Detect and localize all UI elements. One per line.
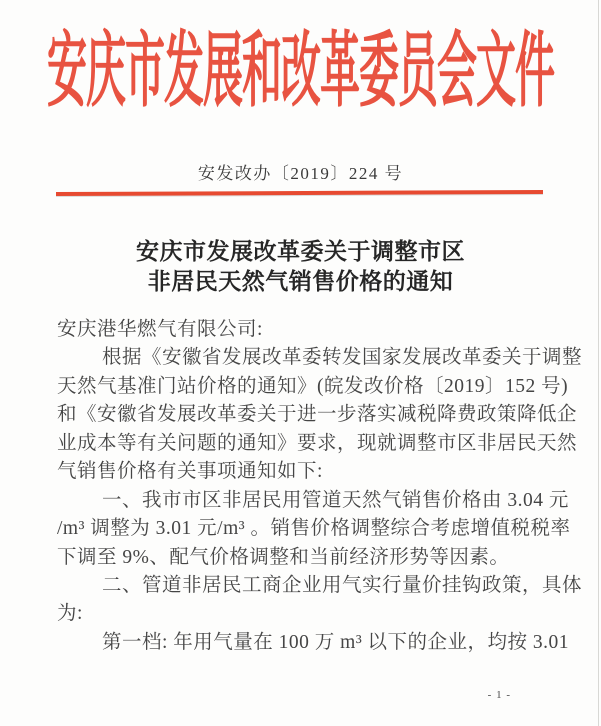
- body-line: 二、管道非居民工商企业用气实行量价挂钩政策，具体: [102, 574, 583, 596]
- document-number: 安发改办〔2019〕224 号: [197, 164, 404, 183]
- body-line: 为:: [57, 603, 83, 625]
- notice-title-line-1: 安庆市发展改革委关于调整市区: [136, 239, 465, 264]
- letterhead-title: 安庆市发展和改革委员会文件: [47, 24, 554, 118]
- body-line: 气销售价格有关事项通知如下:: [57, 461, 323, 483]
- page-number: - 1 -: [487, 689, 511, 701]
- red-separator-line: [56, 190, 543, 196]
- body-line: 一、我市市区非居民用管道天然气销售价格由 3.04 元: [102, 489, 569, 511]
- letterhead: [0, 24, 601, 118]
- body-line: 天然气基准门站价格的通知》(皖发改价格〔2019〕152 号): [57, 375, 569, 397]
- body-line: /m³ 调整为 3.01 元/m³ 。销售价格调整综合考虑增值税税率: [57, 518, 571, 540]
- document-body: [57, 316, 583, 657]
- notice-title-line-2: 非居民天然气销售价格的通知: [147, 269, 454, 294]
- body-line: 和《安徽省发展改革委关于进一步落实减税降费政策降低企: [57, 404, 578, 426]
- body-line: 第一档: 年用气量在 100 万 m³ 以下的企业，均按 3.01: [102, 631, 570, 653]
- body-line: 安庆港华燃气有限公司:: [57, 319, 263, 340]
- body-line: 业成本等有关问题的通知》要求，现就调整市区非居民天然: [57, 432, 578, 454]
- body-line: 下调至 9%、配气价格调整和当前经济形势等因素。: [57, 546, 510, 568]
- notice-title: [0, 237, 601, 297]
- body-line: 根据《安徽省发展改革委转发国家发展改革委关于调整: [102, 347, 583, 369]
